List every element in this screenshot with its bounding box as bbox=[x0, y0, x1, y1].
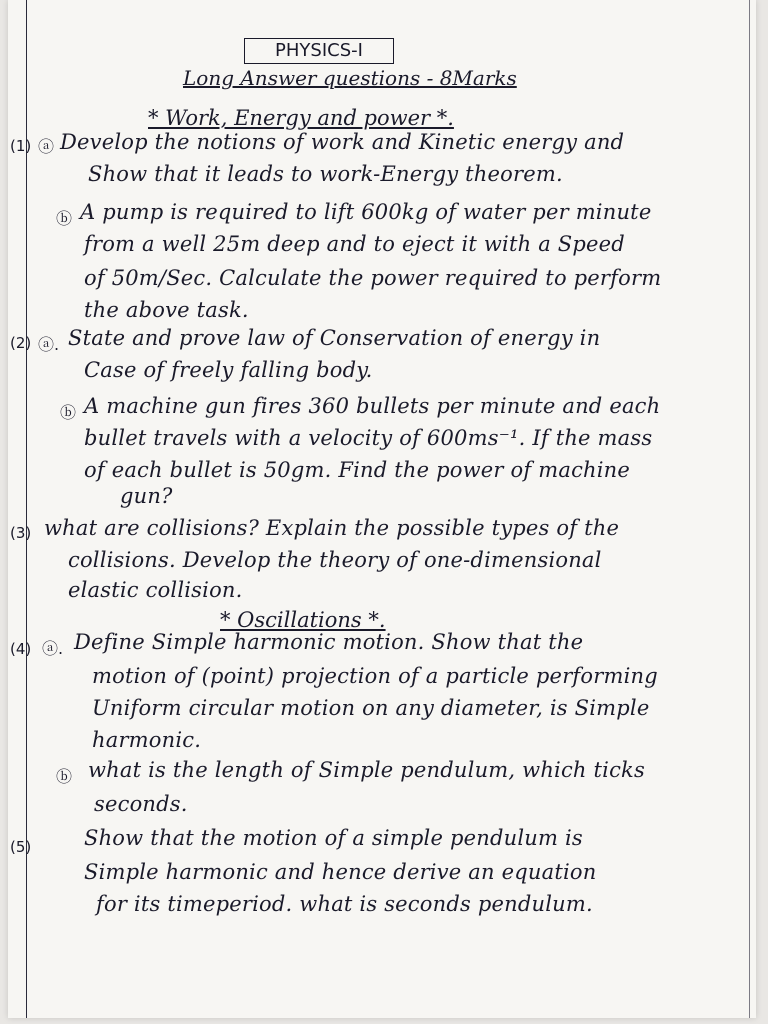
question-line: bullet travels with a velocity of 600ms⁻¹. If the mass bbox=[84, 426, 653, 450]
question-line: Uniform circular motion on any diameter, is Simple bbox=[92, 696, 650, 720]
question-line: collisions. Develop the theory of one-dimensional bbox=[68, 548, 602, 572]
question-number: (5) bbox=[10, 838, 32, 856]
question-line: Define Simple harmonic motion. Show that the bbox=[74, 630, 584, 654]
question-line: A machine gun fires 360 bullets per minute and each bbox=[84, 394, 661, 418]
question-line: what are collisions? Explain the possible types of the bbox=[44, 516, 620, 540]
question-line: what is the length of Simple pendulum, which ticks bbox=[88, 758, 645, 782]
question-number: (3) bbox=[10, 524, 32, 542]
question-line: motion of (point) projection of a particle performing bbox=[92, 664, 658, 688]
question-line: Case of freely falling body. bbox=[84, 358, 373, 382]
question-line: Develop the notions of work and Kinetic energy and bbox=[60, 130, 625, 154]
section-heading-work-energy: * Work, Energy and power *. bbox=[148, 106, 454, 130]
question-number: (2) bbox=[10, 334, 32, 352]
page-subtitle: Long Answer questions - 8Marks bbox=[183, 66, 517, 90]
question-line: from a well 25m deep and to eject it with a Speed bbox=[84, 232, 625, 256]
section-heading-oscillations: * Oscillations *. bbox=[220, 608, 386, 632]
question-line: of 50m/Sec. Calculate the power required to perform bbox=[84, 266, 662, 290]
question-line: Simple harmonic and hence derive an equation bbox=[84, 860, 597, 884]
question-line: the above task. bbox=[84, 298, 249, 322]
question-line: seconds. bbox=[94, 792, 188, 816]
part-a-label: ⓐ bbox=[38, 137, 55, 156]
page-title: PHYSICS-I bbox=[244, 38, 394, 64]
part-b-label: ⓑ bbox=[56, 209, 73, 228]
question-line: A pump is required to lift 600kg of water per minute bbox=[80, 200, 652, 224]
question-line: gun? bbox=[120, 484, 173, 508]
question-line: for its timeperiod. what is seconds pendulum. bbox=[96, 892, 593, 916]
part-b-label: ⓑ bbox=[60, 403, 77, 422]
part-a-label: ⓐ. bbox=[38, 335, 60, 354]
question-line: elastic collision. bbox=[68, 578, 243, 602]
question-line: State and prove law of Conservation of energy in bbox=[68, 326, 601, 350]
right-edge-line bbox=[749, 0, 750, 1018]
part-b-label: ⓑ bbox=[56, 767, 73, 786]
question-number: (1) bbox=[10, 137, 32, 155]
question-line: of each bullet is 50gm. Find the power of machine bbox=[84, 458, 631, 482]
question-line: Show that it leads to work-Energy theorem. bbox=[88, 162, 563, 186]
question-line: harmonic. bbox=[92, 728, 202, 752]
part-a-label: ⓐ. bbox=[42, 639, 64, 658]
question-line: Show that the motion of a simple pendulum is bbox=[84, 826, 583, 850]
notebook-page bbox=[8, 0, 756, 1018]
question-number: (4) bbox=[10, 640, 32, 658]
